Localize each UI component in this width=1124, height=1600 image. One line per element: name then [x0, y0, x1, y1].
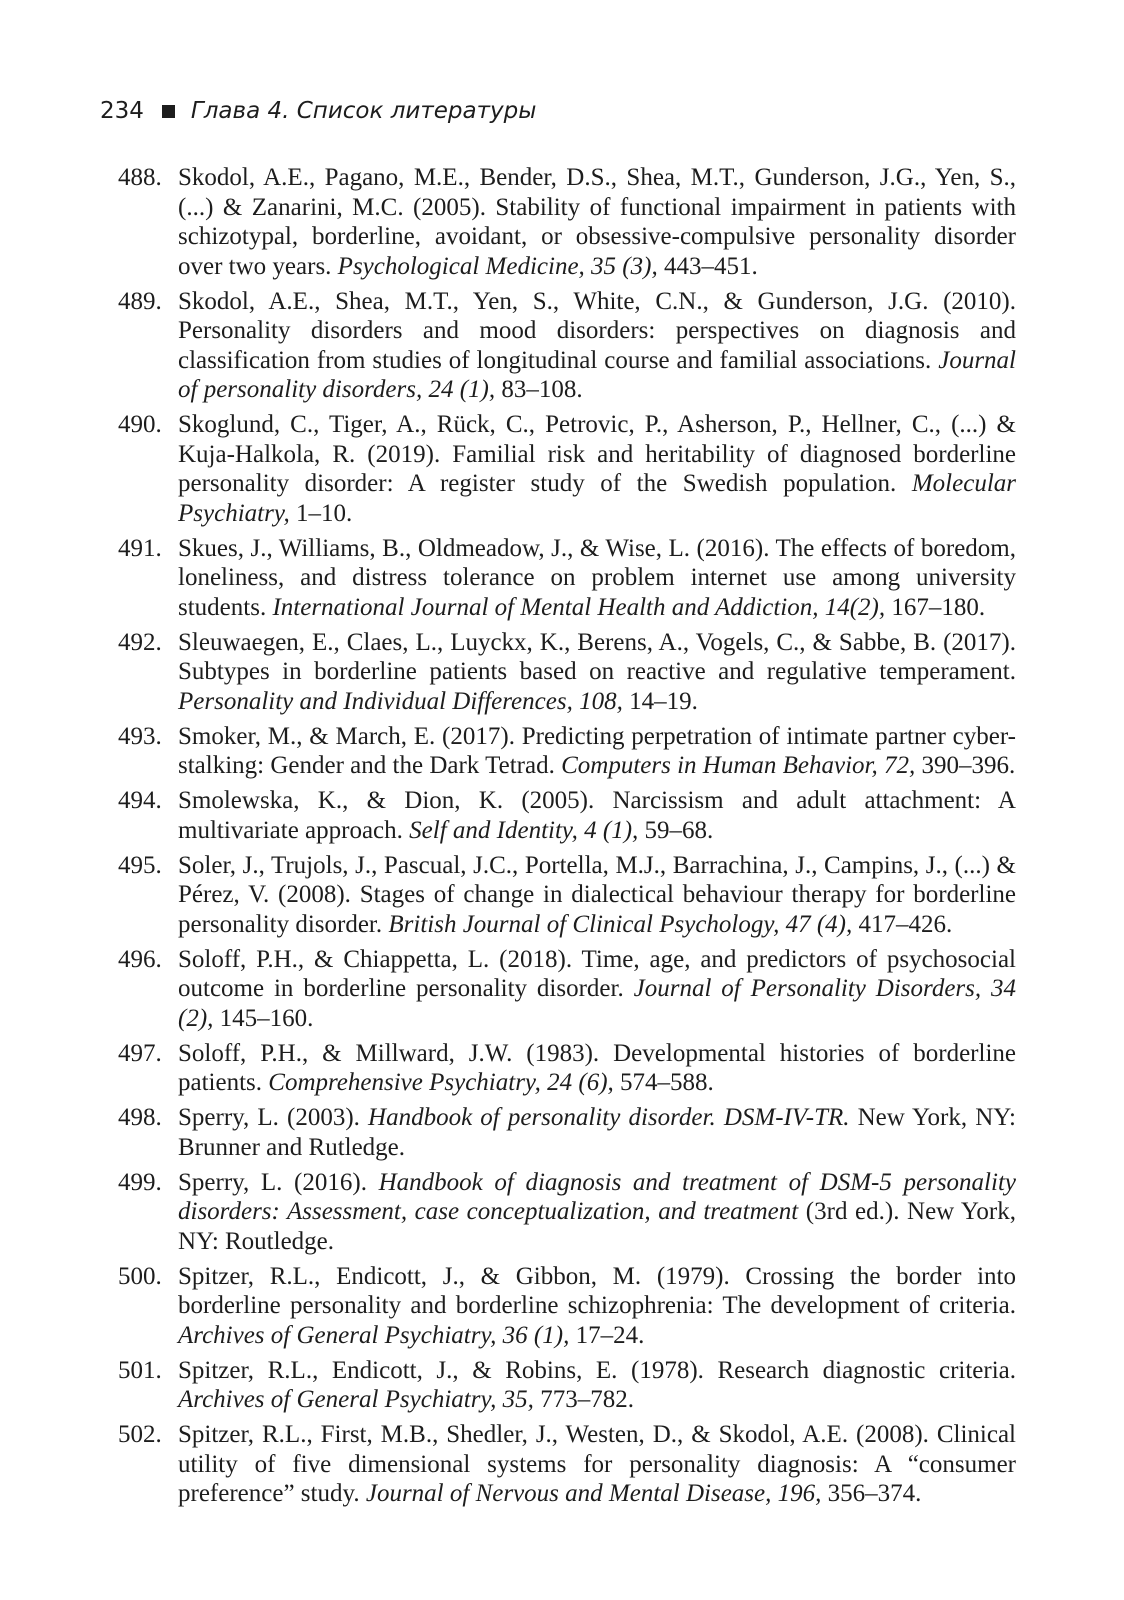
reference-authors-title: Sperry, L. (2003). [178, 1104, 369, 1131]
reference-number: 494. [118, 787, 162, 814]
reference-source: British Journal of Clinical Psychology, 47 (4), [388, 910, 853, 938]
reference-source: Psychological Medicine, 35 (3), [337, 252, 658, 280]
reference-item [118, 1356, 1016, 1415]
reference-item [118, 722, 1016, 781]
reference-source: Comprehensive Psychiatry, 24 (6), [268, 1069, 614, 1096]
reference-number: 496. [118, 945, 162, 973]
reference-authors-title: Smoker, M., & March, E. (2017). Predicting perpetration of intimate partner cyber-stalking: Gender and the Dark Tetrad. [178, 722, 1016, 779]
reference-pages: 83–108. [495, 376, 583, 403]
reference-text [178, 164, 1016, 280]
reference-number: 498. [118, 1104, 162, 1131]
reference-authors-title: Spitzer, R.L., Endicott, J., & Robins, E. (1978). Research diagnostic criteria. [178, 1356, 1016, 1384]
reference-item [118, 287, 1016, 405]
reference-pages: New York, NY: Brunner and Rutledge. [178, 1104, 1016, 1161]
reference-pages: 390–396. [915, 752, 1016, 779]
reference-source: Molecular Psychiatry, [178, 470, 1016, 527]
reference-source: Handbook of diagnosis and treatment of DSM-5 personality disorders: Assessment, case conceptualization, and treatment [178, 1168, 1016, 1225]
reference-pages: 167–180. [885, 593, 986, 621]
reference-number: 501. [118, 1356, 162, 1384]
reference-text [178, 723, 1016, 780]
reference-number: 491. [118, 534, 162, 562]
reference-item [118, 1262, 1016, 1351]
chapter-title: Глава 4. Список литературы [190, 98, 537, 124]
reference-source: Journal of personality disorders, 24 (1), [178, 346, 1016, 403]
reference-source: Journal of Personality Disorders, 34 (2), [178, 975, 1017, 1032]
reference-text [178, 852, 1016, 938]
reference-number: 490. [118, 411, 162, 438]
reference-authors-title: Spitzer, R.L., Endicott, J., & Gibbon, M. (1979). Crossing the border into borderline personality and borderline schizophrenia: The development of criteria. [178, 1262, 1016, 1319]
reference-item [118, 786, 1016, 845]
reference-authors-title: Sleuwaegen, E., Claes, L., Luyckx, K., Berens, A., Vogels, C., & Sabbe, B. (2017). Subtypes in borderline patients based on reactive and regulative temperament. [178, 628, 1016, 685]
reference-source: Self and Identity, 4 (1), [409, 816, 639, 844]
reference-authors-title: Smolewska, K., & Dion, K. (2005). Narcissism and adult attachment: A multivariate approach. [178, 787, 1016, 844]
reference-source: Computers in Human Behavior, 72, [561, 752, 916, 779]
reference-source: Handbook of personality disorder. DSM-IV-TR. [368, 1104, 850, 1131]
reference-number: 499. [118, 1168, 162, 1196]
reference-authors-title: Soloff, P.H., & Millward, J.W. (1983). Developmental histories of borderline patients. [178, 1039, 1016, 1096]
running-header [100, 98, 536, 124]
reference-pages: 145–160. [213, 1004, 314, 1032]
reference-authors-title: Skodol, A.E., Pagano, M.E., Bender, D.S., Shea, M.T., Gunderson, J.G., Yen, S., (...) & Zanarini, M.C. (2005). Stability of functional impairment in patients with schizotypal, borderline, avoidant, or obsessive-compulsive personality disorder over two years. [178, 164, 1016, 280]
page-number: 234 [100, 98, 144, 124]
reference-authors-title: Sperry, L. (2016). [178, 1168, 379, 1196]
reference-pages: 1–10. [289, 499, 353, 527]
reference-number: 488. [118, 164, 162, 191]
reference-text [178, 1357, 1016, 1414]
reference-source: Journal of Nervous and Mental Disease, 196, [365, 1480, 822, 1507]
reference-number: 495. [118, 851, 162, 879]
reference-text [178, 1104, 1016, 1161]
reference-source: International Journal of Mental Health and Addiction, 14(2), [272, 593, 886, 621]
reference-item [118, 851, 1016, 940]
reference-item [118, 628, 1016, 717]
reference-item [118, 1420, 1016, 1509]
reference-number: 502. [118, 1421, 162, 1448]
reference-number: 493. [118, 722, 162, 750]
reference-number: 489. [118, 287, 162, 315]
reference-text [178, 1421, 1016, 1507]
reference-item [118, 945, 1016, 1034]
square-bullet-icon [162, 105, 175, 118]
reference-text [178, 946, 1016, 1032]
reference-authors-title: Spitzer, R.L., First, M.B., Shedler, J., Westen, D., & Skodol, A.E. (2008). Clinical utility of five dimensional systems for personality diagnosis: A “consumer preference” study. [178, 1421, 1016, 1507]
reference-text [178, 629, 1016, 715]
reference-source: Personality and Individual Differences, 108, [178, 687, 623, 715]
reference-authors-title: Skoglund, C., Tiger, A., Rück, C., Petrovic, P., Asherson, P., Hellner, C., (...) & Kuja-Halkola, R. (2019). Familial risk and heritability of diagnosed borderline personality disorder: A register study of the Swedish population. [178, 411, 1016, 497]
reference-item [118, 1168, 1016, 1257]
reference-item [118, 163, 1016, 281]
reference-authors-title: Soloff, P.H., & Chiappetta, L. (2018). Time, age, and predictors of psychosocial outcome in borderline personality disorder. [178, 945, 1016, 1002]
reference-text [178, 411, 1016, 527]
reference-source: Archives of General Psychiatry, 35, [178, 1386, 534, 1413]
reference-pages: 17–24. [569, 1321, 645, 1349]
reference-pages: 417–426. [852, 910, 953, 938]
reference-pages: 773–782. [533, 1386, 634, 1413]
reference-text [178, 787, 1016, 844]
reference-pages: 356–374. [821, 1480, 922, 1507]
reference-text [178, 1169, 1016, 1255]
reference-source: Archives of General Psychiatry, 36 (1), [178, 1321, 570, 1349]
reference-pages: 574–588. [613, 1069, 714, 1096]
reference-pages: 443–451. [657, 252, 758, 280]
reference-pages: 59–68. [638, 816, 714, 844]
reference-list [118, 163, 1016, 1514]
reference-item [118, 1039, 1016, 1098]
reference-pages: 14–19. [622, 687, 698, 715]
reference-pages: (3rd ed.). New York, NY: Routledge. [178, 1198, 1016, 1255]
reference-text [178, 288, 1016, 404]
reference-number: 500. [118, 1262, 162, 1290]
reference-item [118, 410, 1016, 528]
reference-authors-title: Soler, J., Trujols, J., Pascual, J.C., Portella, M.J., Barrachina, J., Campins, J., (...) & Pérez, V. (2008). Stages of change in dialectical behaviour therapy for borderline personality disorder. [178, 851, 1016, 938]
reference-item [118, 534, 1016, 623]
reference-number: 497. [118, 1039, 162, 1067]
reference-authors-title: Skues, J., Williams, B., Oldmeadow, J., & Wise, L. (2016). The effects of boredom, loneliness, and distress tolerance on problem internet use among university students. [178, 534, 1016, 621]
reference-item [118, 1103, 1016, 1162]
reference-text [178, 535, 1016, 621]
reference-number: 492. [118, 628, 162, 656]
reference-text [178, 1040, 1016, 1097]
reference-text [178, 1263, 1016, 1349]
reference-authors-title: Skodol, A.E., Shea, M.T., Yen, S., White, C.N., & Gunderson, J.G. (2010). Personality disorders and mood disorders: perspectives on diagnosis and classification from studies of longitudinal course and familial associations. [178, 287, 1016, 374]
